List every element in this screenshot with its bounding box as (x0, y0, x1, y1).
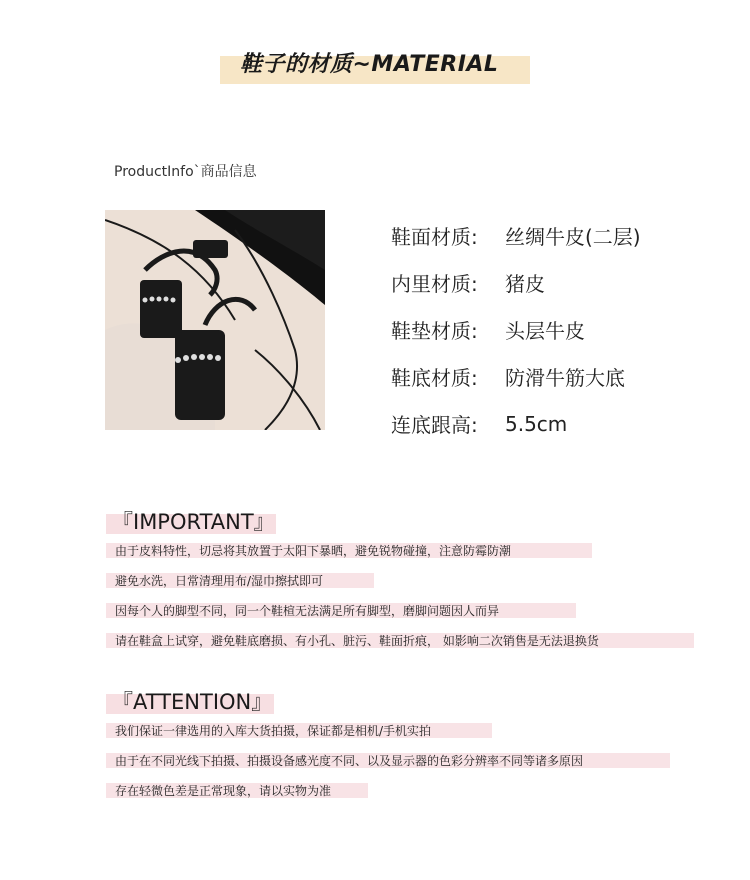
spec-label: 鞋垫材质: (391, 319, 478, 343)
product-photo (105, 210, 325, 430)
spec-row (391, 400, 641, 447)
spec-label: 内里材质: (391, 272, 478, 296)
spec-row (391, 306, 641, 353)
spec-value: 头层牛皮 (505, 319, 585, 343)
important-note: 避免水洗，日常清理用布/湿巾擦拭即可 (115, 574, 324, 588)
important-note: 请在鞋盒上试穿，避免鞋底磨损、有小孔、脏污、鞋面折痕， 如影响二次销售是无法退换货 (115, 634, 599, 648)
spec-value: 丝绸牛皮(二层) (505, 225, 641, 249)
spec-row (391, 259, 641, 306)
product-info-label: ProductInfo`商品信息 (114, 164, 257, 180)
spec-label: 鞋面材质: (391, 225, 478, 249)
spec-value: 5.5cm (505, 411, 568, 436)
important-title: 『IMPORTANT』 (112, 510, 275, 534)
important-note: 由于皮料特性，切忌将其放置于太阳下暴晒，避免锐物碰撞，注意防霉防潮 (115, 544, 512, 558)
spec-label: 连底跟高: (391, 413, 478, 437)
spec-row (391, 353, 641, 400)
page-title: 鞋子的材质~MATERIAL (240, 52, 499, 77)
attention-title: 『ATTENTION』 (112, 690, 273, 714)
spec-label: 鞋底材质: (391, 366, 478, 390)
attention-note: 由于在不同光线下拍摄、拍摄设备感光度不同、以及显示器的色彩分辨率不同等诸多原因 (115, 754, 584, 768)
spec-value: 猪皮 (505, 272, 545, 296)
attention-note: 存在轻微色差是正常现象，请以实物为准 (115, 784, 332, 798)
attention-note: 我们保证一律选用的入库大货拍摄，保证都是相机/手机实拍 (115, 724, 432, 738)
spec-value: 防滑牛筋大底 (505, 366, 625, 390)
sandals-photo-icon (105, 210, 325, 430)
important-note: 因每个人的脚型不同，同一个鞋楦无法满足所有脚型，磨脚问题因人而异 (115, 604, 500, 618)
material-spec-list (391, 212, 641, 447)
spec-row (391, 212, 641, 259)
